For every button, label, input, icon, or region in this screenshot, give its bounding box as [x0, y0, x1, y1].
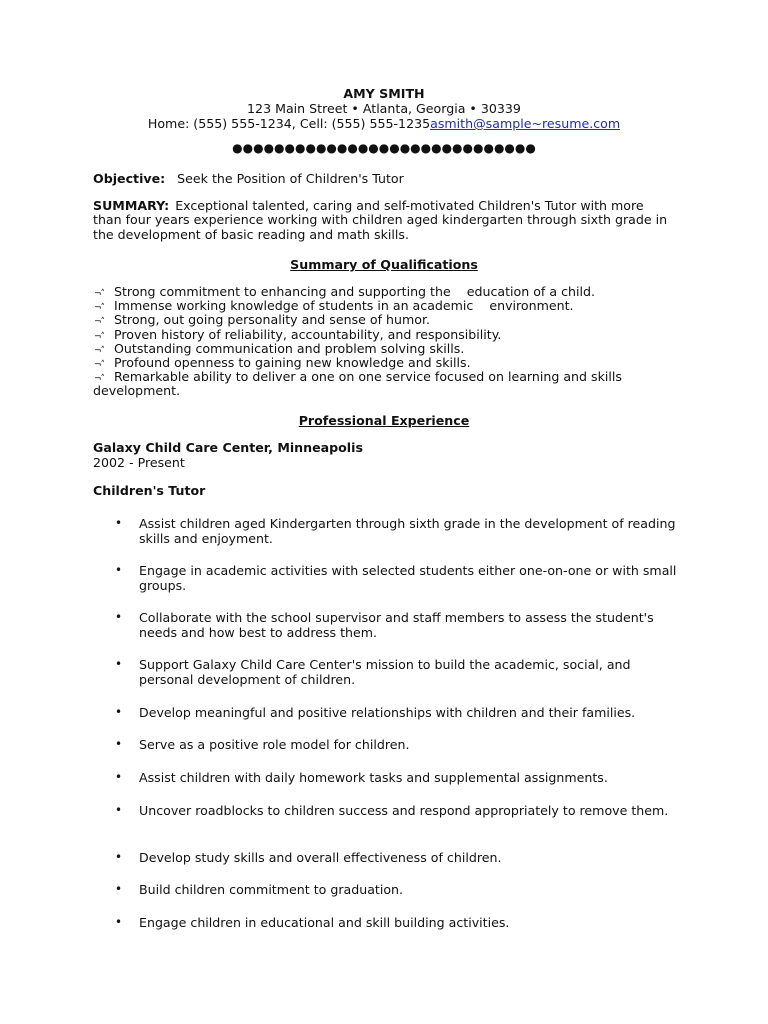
qualification-bullet-icon: ¬˄	[94, 289, 105, 299]
duty-item	[115, 850, 679, 865]
qualification-bullet-icon: ¬˄	[94, 331, 105, 342]
duty-text: Assist children aged Kindergarten through sixth grade in the development of reading skills and enjoyment.	[139, 516, 676, 546]
contact-line	[0, 116, 768, 131]
qualification-item	[93, 328, 673, 342]
qualification-item	[93, 285, 673, 299]
qualification-item	[93, 370, 673, 398]
phone-numbers: Home: (555) 555-1234, Cell: (555) 555-1235	[147, 116, 431, 131]
qualifications-list	[93, 285, 673, 399]
qualification-text: Remarkable ability to deliver a one on one service focused on learning and skills development.	[93, 369, 622, 399]
qualification-bullet-icon: ¬˄	[94, 345, 105, 356]
duty-text: Engage in academic activities with selected students either one-on-one or with small groups.	[139, 563, 677, 593]
duty-item	[115, 563, 679, 593]
qualification-item	[93, 342, 673, 356]
qualification-text: Strong, out going personality and sense of humor.	[114, 312, 431, 328]
experience-heading: Professional Experience	[298, 413, 470, 428]
bullet-icon: •	[115, 770, 123, 784]
duty-item	[115, 610, 679, 640]
duty-text: Serve as a positive role model for children.	[139, 737, 410, 752]
objective-section	[93, 172, 673, 186]
duty-item	[115, 705, 679, 720]
duty-item	[115, 770, 679, 785]
duty-text: Uncover roadblocks to children success and respond appropriately to remove them.	[139, 803, 669, 818]
qualification-text: Strong commitment to enhancing and supporting the education of a child.	[114, 284, 595, 299]
duty-item	[115, 915, 679, 930]
duty-text: Develop study skills and overall effectiveness of children.	[139, 850, 502, 865]
qualification-item	[93, 356, 673, 370]
bullet-icon: •	[115, 882, 123, 896]
bullet-icon: •	[115, 803, 123, 817]
bullet-icon: •	[115, 610, 123, 624]
qualification-item	[93, 313, 673, 327]
qualification-text: Immense working knowledge of students in an academic environment.	[114, 298, 574, 314]
duty-item	[115, 803, 679, 818]
duty-text: Support Galaxy Child Care Center's mission to build the academic, social, and personal development of children.	[139, 657, 631, 687]
candidate-address: 123 Main Street • Atlanta, Georgia • 30339	[247, 101, 521, 116]
email-link[interactable]: asmith@sample~resume.com	[430, 116, 621, 131]
qualification-bullet-icon: ¬˄	[94, 303, 105, 314]
bullet-icon: •	[115, 737, 123, 751]
duty-text: Build children commitment to graduation.	[139, 882, 404, 897]
bullet-icon: •	[115, 915, 123, 929]
duty-text: Collaborate with the school supervisor and staff members to assess the student's needs and how best to address them.	[139, 610, 654, 640]
duty-item	[115, 882, 679, 897]
objective-text: Seek the Position of Children's Tutor	[177, 171, 404, 186]
summary-label: SUMMARY:	[93, 198, 170, 213]
qualification-item	[93, 299, 673, 313]
qualification-text: Outstanding communication and problem solving skills.	[114, 340, 465, 356]
qualification-bullet-icon: ¬˄	[94, 374, 105, 385]
candidate-name: AMY SMITH	[343, 86, 425, 101]
bullet-icon: •	[115, 657, 123, 671]
section-divider: ●●●●●●●●●●●●●●●●●●●●●●●●●●●●●	[232, 141, 536, 155]
duty-text: Develop meaningful and positive relationships with children and their families.	[139, 705, 636, 720]
employment-dates: 2002 - Present	[93, 455, 185, 470]
duty-item	[115, 737, 679, 752]
qualifications-heading: Summary of Qualifications	[290, 257, 478, 272]
duty-item	[115, 657, 679, 687]
bullet-icon: •	[115, 850, 123, 864]
summary-section	[93, 199, 673, 242]
objective-label: Objective:	[93, 171, 166, 186]
bullet-icon: •	[115, 516, 123, 530]
qualification-text: Profound openness to gaining new knowledge and skills.	[114, 355, 471, 371]
summary-text: Exceptional talented, caring and self-motivated Children's Tutor with more than four years experience working with children aged kindergarten through sixth grade in the development of basic reading and math skills.	[93, 198, 668, 242]
duty-text: Engage children in educational and skill building activities.	[139, 915, 510, 930]
job-title: Children's Tutor	[93, 483, 206, 498]
bullet-icon: •	[115, 563, 123, 577]
qualification-bullet-icon: ¬˄	[94, 317, 105, 328]
duty-item	[115, 516, 679, 546]
bullet-icon: •	[115, 705, 123, 719]
duty-text: Assist children with daily homework tasks and supplemental assignments.	[139, 770, 608, 785]
company-name: Galaxy Child Care Center, Minneapolis	[93, 440, 363, 455]
qualification-bullet-icon: ¬˄	[94, 360, 105, 371]
qualification-text: Proven history of reliability, accountability, and responsibility.	[114, 326, 502, 342]
